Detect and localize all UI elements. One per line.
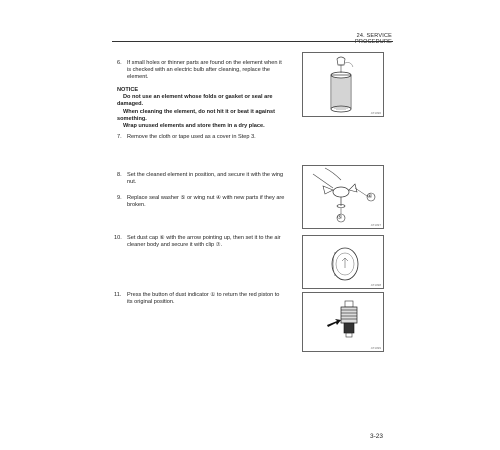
step-line: element. bbox=[127, 74, 149, 81]
step-number: 8. bbox=[117, 172, 122, 178]
page-number: 3-23 bbox=[370, 433, 384, 440]
step-7 bbox=[117, 134, 302, 142]
notice-block bbox=[117, 87, 307, 130]
step-line: its original position. bbox=[127, 299, 175, 306]
step-line: nut. bbox=[127, 179, 137, 186]
dust-cap-illustration bbox=[303, 236, 383, 288]
figure-dust-indicator bbox=[302, 292, 384, 352]
notice-line: Do not use an element whose folds or gasket or seal are bbox=[123, 94, 273, 101]
step-number: 11. bbox=[114, 292, 122, 298]
figure-filter-element bbox=[302, 52, 384, 117]
step-text bbox=[127, 195, 284, 209]
step-line: cleaner body and secure it with clip ⑦. bbox=[127, 242, 223, 249]
notice-line: When cleaning the element, do not hit it or beat it against bbox=[123, 108, 275, 115]
section-header: 24. SERVICE PROCEDURE bbox=[355, 33, 392, 45]
figure-code: AT1099 bbox=[370, 346, 381, 350]
figure-code: AT1097 bbox=[370, 223, 381, 227]
step-number: 6. bbox=[117, 60, 122, 66]
step-line: Press the button of dust indicator ① to return the red piston to bbox=[127, 292, 280, 298]
step-line: Set dust cap ⑥ with the arrow pointing up, then set it to the air bbox=[127, 235, 281, 241]
step-number: 9. bbox=[117, 195, 122, 201]
step-text bbox=[127, 292, 279, 306]
notice-line: damaged. bbox=[117, 101, 144, 108]
step-number: 7. bbox=[117, 134, 122, 140]
step-6 bbox=[117, 60, 302, 84]
step-text bbox=[127, 134, 256, 141]
notice-line: something. bbox=[117, 115, 147, 122]
step-number: 10. bbox=[114, 235, 122, 241]
callout-5: ⑤ bbox=[337, 215, 343, 221]
notice-line: Wrap unused elements and store them in a dry place. bbox=[123, 123, 265, 130]
step-8 bbox=[117, 172, 302, 188]
step-line: broken. bbox=[127, 202, 146, 209]
step-text bbox=[127, 60, 282, 82]
header-rule bbox=[112, 41, 393, 42]
figure-wing-nut bbox=[302, 165, 384, 229]
step-text bbox=[127, 172, 283, 186]
step-line: is checked with an electric bulb after cleaning, replace the bbox=[127, 67, 271, 74]
step-11 bbox=[114, 292, 304, 308]
step-line: Set the cleaned element in position, and secure it with the wing bbox=[127, 172, 284, 178]
step-line: Replace seal washer ⑤ or wing nut ④ with new parts if they are bbox=[127, 195, 285, 201]
step-10 bbox=[114, 235, 304, 251]
filter-element-illustration bbox=[303, 53, 383, 116]
dust-indicator-illustration bbox=[303, 293, 383, 351]
figure-dust-cap bbox=[302, 235, 384, 289]
step-line: If small holes or thinner parts are found on the element when it bbox=[127, 60, 282, 66]
step-text bbox=[127, 235, 281, 249]
step-9 bbox=[117, 195, 302, 211]
callout-4: ④ bbox=[367, 194, 373, 200]
step-line: Remove the cloth or tape used as a cover in Step 3. bbox=[127, 134, 256, 140]
figure-code: AT1096 bbox=[370, 111, 381, 115]
figure-code: AT1098 bbox=[370, 283, 381, 287]
notice-title: NOTICE bbox=[117, 87, 139, 93]
